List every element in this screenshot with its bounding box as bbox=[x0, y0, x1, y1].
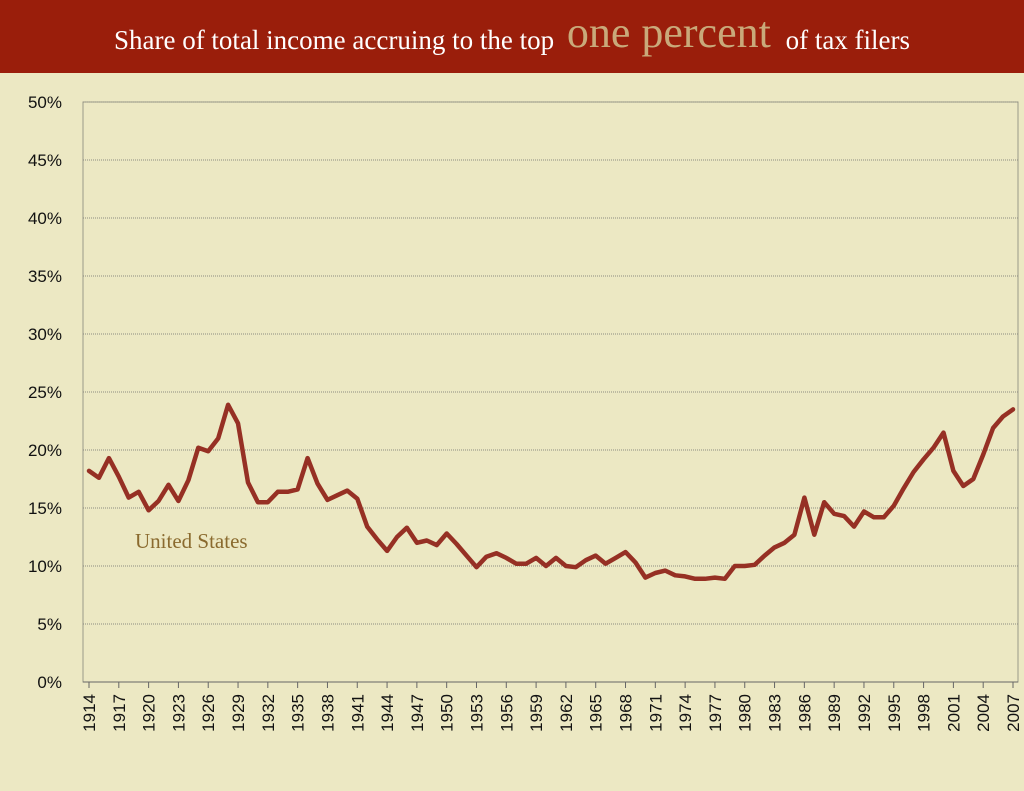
x-tick-label: 2004 bbox=[974, 694, 994, 732]
y-tick-label: 0% bbox=[37, 673, 62, 692]
x-tick-label: 1956 bbox=[497, 694, 517, 732]
x-tick-label: 1989 bbox=[825, 694, 845, 732]
y-tick-label: 35% bbox=[27, 267, 62, 286]
x-tick-label: 1974 bbox=[676, 694, 696, 732]
x-tick-label: 1923 bbox=[169, 694, 189, 732]
x-tick-label: 1986 bbox=[795, 694, 815, 732]
x-tick-label: 1998 bbox=[914, 694, 934, 732]
title-text-start: Share of total income accruing to the top bbox=[113, 25, 555, 55]
y-tick-label: 25% bbox=[27, 383, 62, 402]
x-tick-label: 1917 bbox=[109, 694, 129, 732]
x-tick-label: 1980 bbox=[735, 694, 755, 732]
x-tick-label: 1941 bbox=[348, 694, 368, 732]
x-tick-label: 1944 bbox=[378, 694, 398, 732]
x-tick-label: 1947 bbox=[407, 694, 427, 732]
y-tick-label: 50% bbox=[27, 93, 62, 112]
x-tick-label: 2007 bbox=[1004, 694, 1023, 732]
x-tick-label: 1935 bbox=[288, 694, 308, 732]
x-tick-label: 1992 bbox=[854, 694, 874, 732]
x-tick-label: 1965 bbox=[586, 694, 606, 732]
x-tick-label: 1977 bbox=[705, 694, 725, 732]
y-tick-label: 45% bbox=[27, 151, 62, 170]
x-tick-label: 1932 bbox=[258, 694, 278, 732]
x-tick-label: 1950 bbox=[437, 694, 457, 732]
y-tick-label: 20% bbox=[27, 441, 62, 460]
x-tick-label: 1983 bbox=[765, 694, 785, 732]
x-tick-label: 1938 bbox=[318, 694, 338, 732]
x-tick-label: 1995 bbox=[884, 694, 904, 732]
x-tick-label: 1959 bbox=[527, 694, 547, 732]
y-tick-label: 30% bbox=[27, 325, 62, 344]
x-tick-label: 1971 bbox=[646, 694, 666, 732]
x-tick-label: 1914 bbox=[80, 694, 99, 732]
y-tick-label: 10% bbox=[27, 557, 62, 576]
y-tick-label: 40% bbox=[27, 209, 62, 228]
x-tick-label: 1962 bbox=[556, 694, 576, 732]
y-tick-label: 15% bbox=[27, 499, 62, 518]
x-tick-label: 1920 bbox=[139, 694, 159, 732]
title-text-end: of tax filers bbox=[785, 25, 911, 55]
x-tick-label: 1953 bbox=[467, 694, 487, 732]
y-tick-label: 5% bbox=[37, 615, 62, 634]
x-tick-label: 1926 bbox=[199, 694, 219, 732]
title-highlight: one percent bbox=[566, 8, 771, 57]
x-tick-label: 1968 bbox=[616, 694, 636, 732]
x-tick-label: 2001 bbox=[944, 694, 964, 732]
x-tick-label: 1929 bbox=[229, 694, 249, 732]
series-annotation: United States bbox=[135, 529, 248, 553]
